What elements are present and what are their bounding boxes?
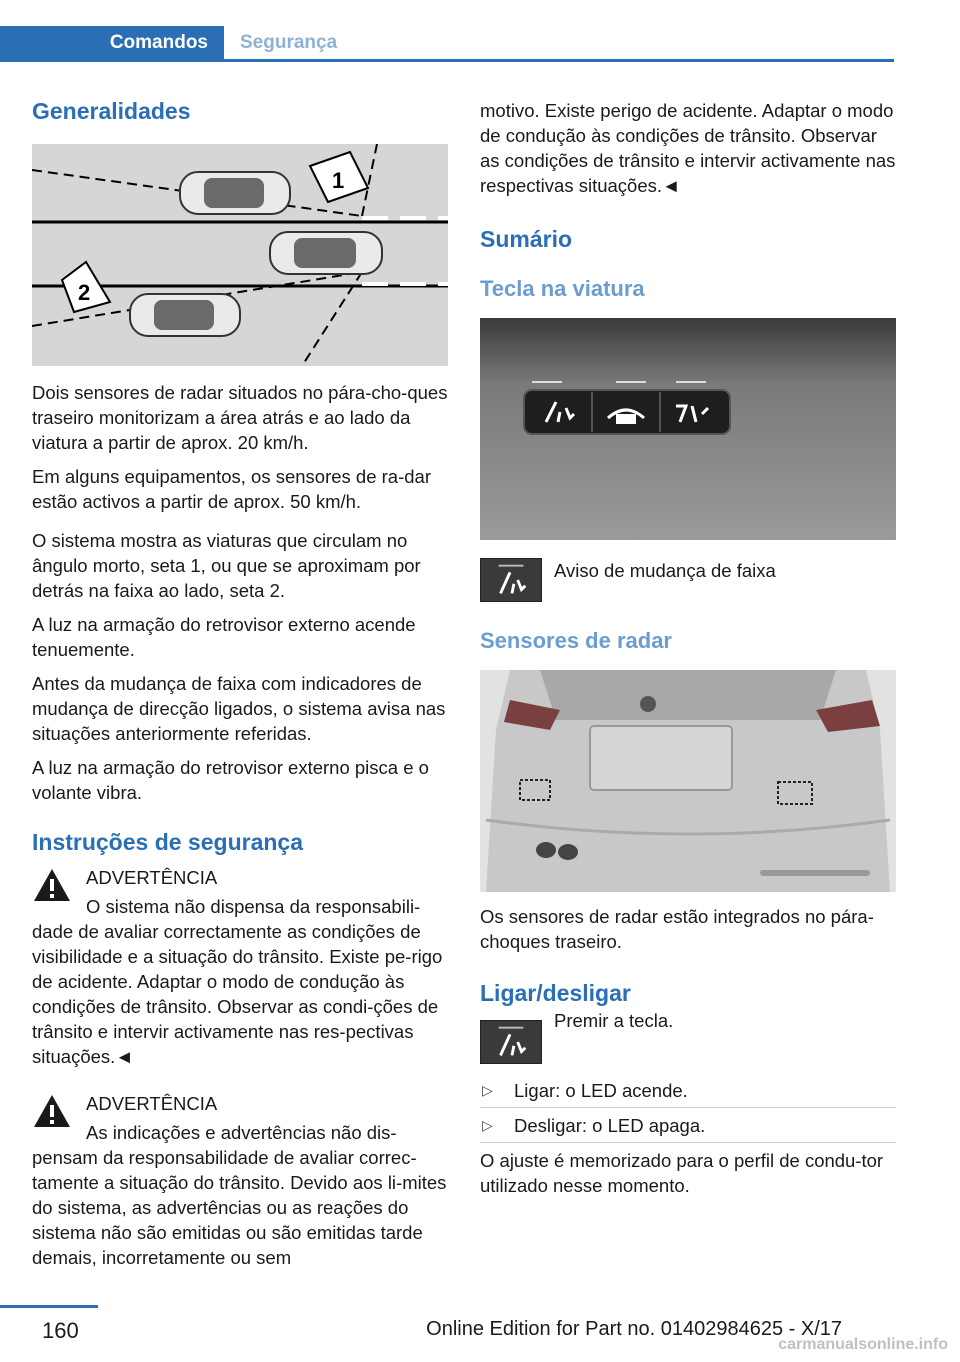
para-lane-change: Antes da mudança de faixa com indicadores de mudança de direcção ligados, o sistema avisa nas situações anteriormente referidas. bbox=[32, 673, 446, 744]
warning-1-first-line: O sistema não dispensa da responsabili- bbox=[86, 896, 421, 917]
heading-ligar: Ligar/desligar bbox=[480, 980, 631, 1006]
svg-text:2: 2 bbox=[78, 280, 91, 305]
edition-text: Online Edition for Part no. 01402984625 - X/17 bbox=[426, 1318, 842, 1340]
warning-triangle-icon bbox=[32, 1093, 72, 1129]
warning-2 bbox=[32, 1091, 448, 1270]
footer-rule bbox=[0, 1305, 98, 1308]
warning-1 bbox=[32, 865, 448, 1069]
left-column bbox=[32, 96, 448, 1270]
key-row-lane-warning bbox=[480, 558, 896, 606]
triangle-bullet-icon: ▷ bbox=[482, 1082, 493, 1098]
lane-change-warning-button-icon[interactable] bbox=[480, 558, 542, 602]
para-continued: motivo. Existe perigo de acidente. Adaptar o modo de condução às condições de trânsito. Observar as condições de trânsito e intervir activamente nas respectivas situações.◄ bbox=[480, 100, 896, 196]
warning-2-text: pensam da responsabilidade de avaliar correc-tamente a situação do trânsito. Devido aos li-mites do sistema, as advertências ou as reações do sistema não são emitidas ou são emitidas tarde demais, incorretamente ou sem bbox=[32, 1147, 447, 1268]
car-middle bbox=[270, 232, 382, 274]
car-bottom bbox=[130, 294, 240, 336]
para-setting-memorized: O ajuste é memorizado para o perfil de condu-tor utilizado nesse momento. bbox=[480, 1150, 884, 1196]
heading-generalidades: Generalidades bbox=[32, 98, 191, 124]
on-off-list bbox=[480, 1078, 896, 1143]
para-equipment: Em alguns equipamentos, os sensores de ra-dar estão activos a partir de aprox. 50 km/h. bbox=[32, 466, 431, 512]
list-item: ▷ Ligar: o LED acende. bbox=[480, 1078, 896, 1108]
triangle-bullet-icon: ▷ bbox=[482, 1117, 493, 1133]
right-column bbox=[480, 98, 896, 1198]
rear-bumper-photo bbox=[480, 670, 896, 892]
para-mirror-light: A luz na armação do retrovisor externo acende tenuemente. bbox=[32, 614, 416, 660]
car-top bbox=[180, 172, 290, 214]
heading-sumario: Sumário bbox=[480, 226, 573, 252]
warning-1-title: ADVERTÊNCIA bbox=[86, 867, 218, 888]
lane-change-warning-button-icon[interactable] bbox=[480, 1020, 542, 1064]
key-label-lane-warning: Aviso de mudança de faixa bbox=[554, 560, 776, 581]
para-mirror-flash: A luz na armação do retrovisor externo pisca e o volante vibra. bbox=[32, 757, 429, 803]
tab-seguranca[interactable]: Segurança bbox=[240, 32, 338, 53]
key-row-press bbox=[480, 1008, 896, 1056]
watermark: carmanualsonline.info bbox=[778, 1336, 948, 1353]
svg-text:1: 1 bbox=[332, 168, 345, 193]
warning-1-text: dade de avaliar correctamente as condições de visibilidade e a situação do trânsito. Existe pe-rigo de acidente. Adaptar o modo de condução às condições de trânsito. Observar as condi-ções de trânsito e intervir activamente nas res-pectivas situações.◄ bbox=[32, 921, 443, 1067]
heading-tecla: Tecla na viatura bbox=[480, 276, 645, 301]
button-panel-photo bbox=[480, 318, 896, 540]
header-rule bbox=[0, 59, 894, 62]
para-sensors: Dois sensores de radar situados no pára-cho-ques traseiro monitorizam a área atrás e ao lado da viatura a partir de aprox. 20 km/h. bbox=[32, 382, 448, 453]
para-blind-spot: O sistema mostra as viaturas que circulam no ângulo morto, seta 1, ou que se aproximam por detrás na faixa ao lado, seta 2. bbox=[32, 530, 421, 601]
header-tabs bbox=[0, 26, 894, 62]
heading-safety: Instruções de segurança bbox=[32, 829, 303, 855]
para-sensors-integrated: Os sensores de radar estão integrados no pára-choques traseiro. bbox=[480, 906, 874, 952]
blind-spot-diagram bbox=[32, 144, 448, 366]
page-number: 160 bbox=[42, 1318, 79, 1343]
tab-comandos[interactable]: Comandos bbox=[0, 26, 224, 62]
list-item: ▷ Desligar: o LED apaga. bbox=[480, 1113, 896, 1143]
key-label-press: Premir a tecla. bbox=[554, 1010, 674, 1031]
warning-2-title: ADVERTÊNCIA bbox=[86, 1093, 218, 1114]
heading-sensores: Sensores de radar bbox=[480, 628, 672, 653]
warning-2-first-line: As indicações e advertências não dis- bbox=[86, 1122, 397, 1143]
warning-triangle-icon bbox=[32, 867, 72, 903]
